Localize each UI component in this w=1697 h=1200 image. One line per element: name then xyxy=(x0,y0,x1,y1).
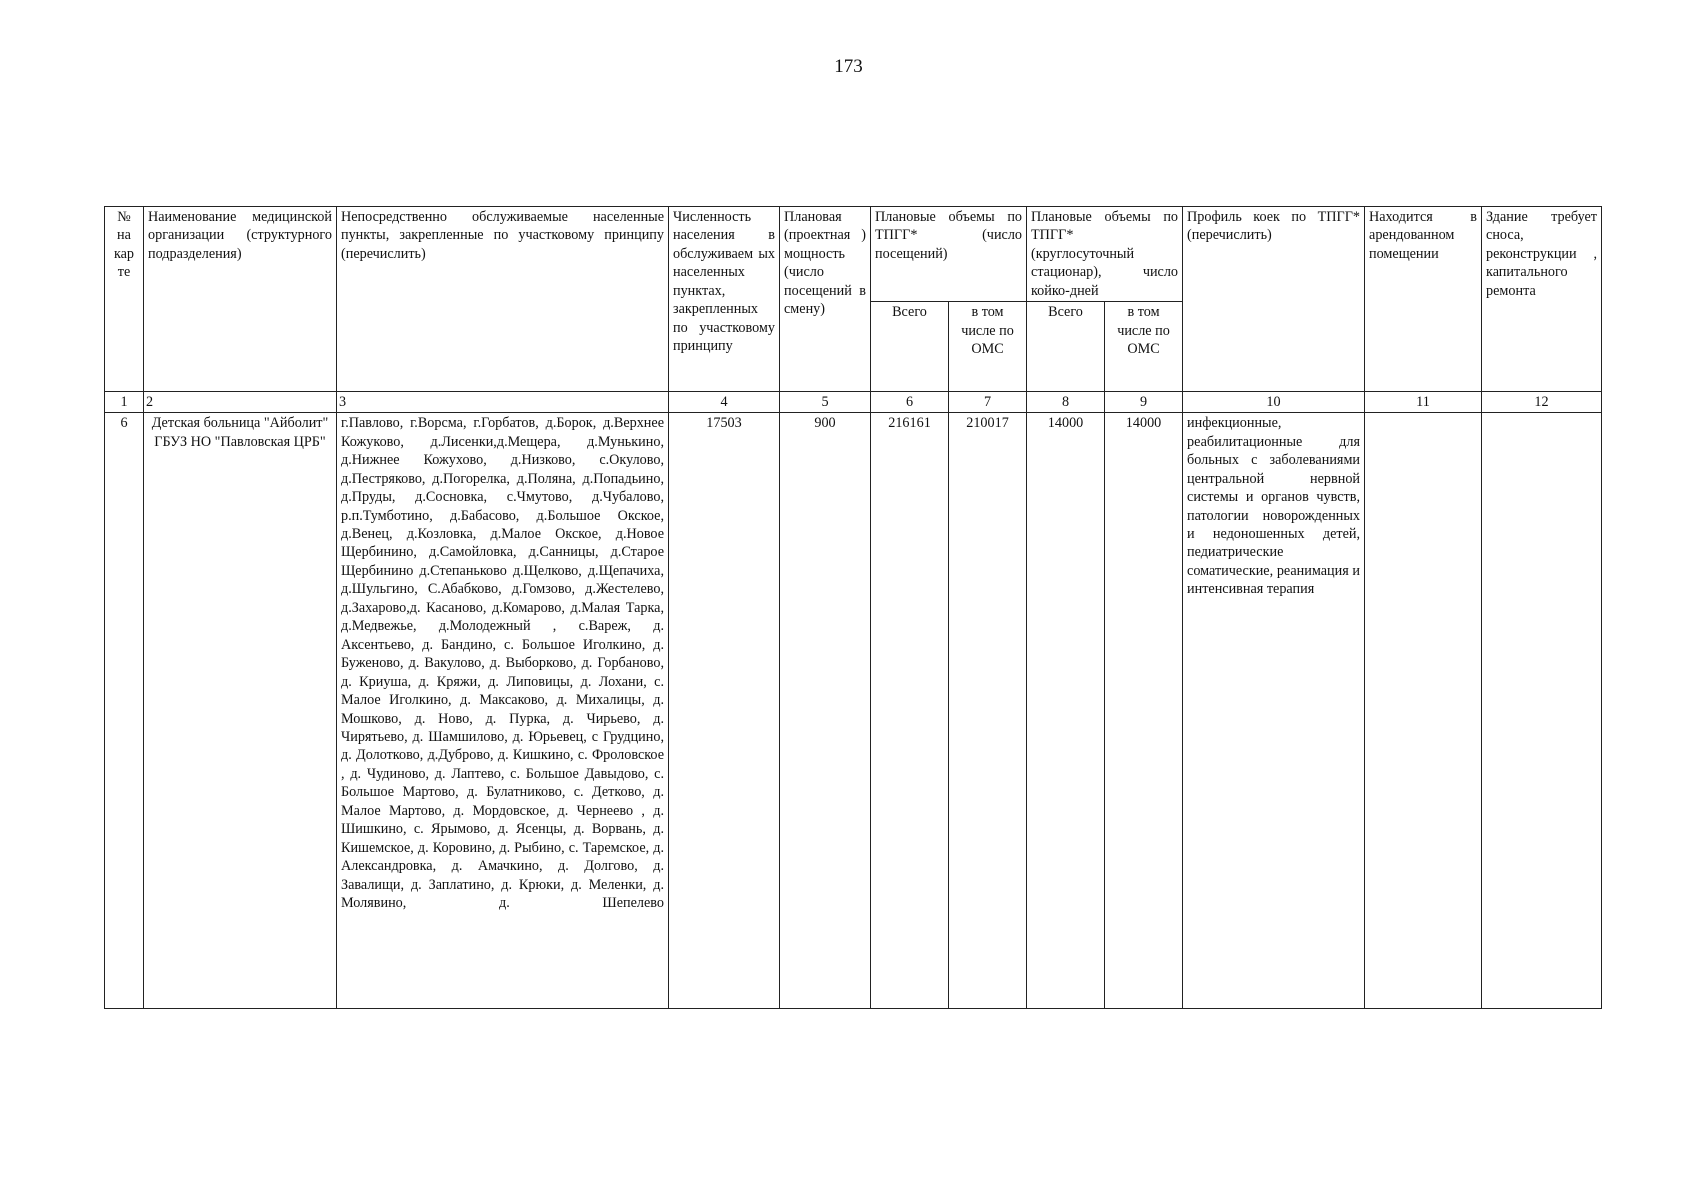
header-rebuild: Здание требует сноса, реконструкции , капитального ремонта xyxy=(1482,207,1602,392)
capacity-value: 900 xyxy=(780,413,871,1009)
page-number: 173 xyxy=(834,56,863,77)
column-number: 2 xyxy=(144,392,337,413)
rented-value xyxy=(1365,413,1482,1009)
header-beddays-total: Всего xyxy=(1027,302,1105,392)
column-number: 3 xyxy=(337,392,669,413)
header-beddays-group: Плановые объемы по ТПГГ* (круглосуточный стационар), число койко-дней xyxy=(1027,207,1183,302)
column-number: 1 xyxy=(105,392,144,413)
column-number: 7 xyxy=(949,392,1027,413)
visits-oms-value: 210017 xyxy=(949,413,1027,1009)
visits-total-value: 216161 xyxy=(871,413,949,1009)
header-places: Непосредственно обслуживаемые населенные пункты, закрепленные по участковому принципу (перечислить) xyxy=(337,207,669,392)
organization-name: Детская больница "Айболит" ГБУЗ НО "Павловская ЦРБ" xyxy=(144,413,337,1009)
beddays-oms-value: 14000 xyxy=(1105,413,1183,1009)
places-list: г.Павлово, г.Ворсма, г.Горбатов, д.Борок, д.Верхнее Кожуково, д.Лисенки,д.Мещера, д.Мунькино, д.Нижнее Кожухово, д.Низково, с.Окулово, д.Пестряково, д.Погорелка, д.Поляна, д.Попадьино, д.Пруды, д.Сосновка, с.Чмутово, д.Чубалово, р.п.Тумботино, д.Бабасово, д.Большое Окское, д.Венец, д.Козловка, д.Малое Окское, д.Новое Щербинино, д.Самойловка, д.Санницы, д.Старое Щербинино д.Степаньково д.Щелково, д.Щепачиха, д.Шульгино, С.Абабково, д.Гомзово, д.Жестелево, д.Захарово,д. Касаново, д.Комарово, д.Малая Тарка, д.Медвежье, д.Молодежный , с.Вареж, д. Аксентьево, д. Бандино, с. Большое Иголкино, д. Буженово, д. Вакулово, д. Выборково, д. Горбаново, д. Криуша, д. Кряжи, д. Липовицы, д. Лохани, с. Малое Иголкино, д. Максаково, д. Михалицы, д. Мошково, д. Ново, д. Пурка, д. Чирьево, д. Чирятьево, д. Шамшилово, д. Юрьевец, с Грудцино, д. Долотково, д.Дуброво, д. Кишкино, с. Фроловское , д. Чудиново, д. Лаптево, с. Большое Давыдово, с. Большое Мартово, д. Булатниково, с. Детково, д. Малое Мартово, д. Мордовское, д. Чернеево , д. Шишкино, с. Ярымово, д. Ясенцы, д. Ворвань, д. Кишемское, д. Коровино, д. Рыбино, с. Таремское, д. Александровка, д. Амачкино, д. Долгово, д. Завалищи, д. Заплатино, д. Крюки, д. Меленки, д. Молявино, д. Шепелево xyxy=(337,413,669,1009)
column-number: 10 xyxy=(1183,392,1365,413)
header-map-number: № на кар те xyxy=(105,207,144,392)
population-value: 17503 xyxy=(669,413,780,1009)
header-visits-oms: в том числе по ОМС xyxy=(949,302,1027,392)
column-number: 9 xyxy=(1105,392,1183,413)
header-beddays-oms: в том числе по ОМС xyxy=(1105,302,1183,392)
column-number: 5 xyxy=(780,392,871,413)
header-capacity: Плановая (проектная ) мощность (число посещений в смену) xyxy=(780,207,871,392)
beddays-total-value: 14000 xyxy=(1027,413,1105,1009)
header-rented: Находится в арендованном помещении xyxy=(1365,207,1482,392)
row-number: 6 xyxy=(105,413,144,1009)
header-visits-group: Плановые объемы по ТПГГ* (число посещений) xyxy=(871,207,1027,302)
facility-table xyxy=(104,206,1602,1009)
column-number: 4 xyxy=(669,392,780,413)
bed-profile-value: инфекционные, реабилитационные для больных с заболеваниями центральной нервной системы и органов чувств, патологии новорожденных и недоношенных детей, педиатрические соматические, реанимация и интенсивная терапия xyxy=(1183,413,1365,1009)
column-number: 6 xyxy=(871,392,949,413)
column-number: 12 xyxy=(1482,392,1602,413)
table-row xyxy=(105,413,1602,1009)
header-organization: Наименование медицинской организации (структурного подразделения) xyxy=(144,207,337,392)
column-number: 8 xyxy=(1027,392,1105,413)
header-population: Численность населения в обслуживаем ых населенных пунктах, закрепленных по участковому принципу xyxy=(669,207,780,392)
column-number: 11 xyxy=(1365,392,1482,413)
header-visits-total: Всего xyxy=(871,302,949,392)
header-bed-profile: Профиль коек по ТПГГ* (перечислить) xyxy=(1183,207,1365,392)
rebuild-value xyxy=(1482,413,1602,1009)
